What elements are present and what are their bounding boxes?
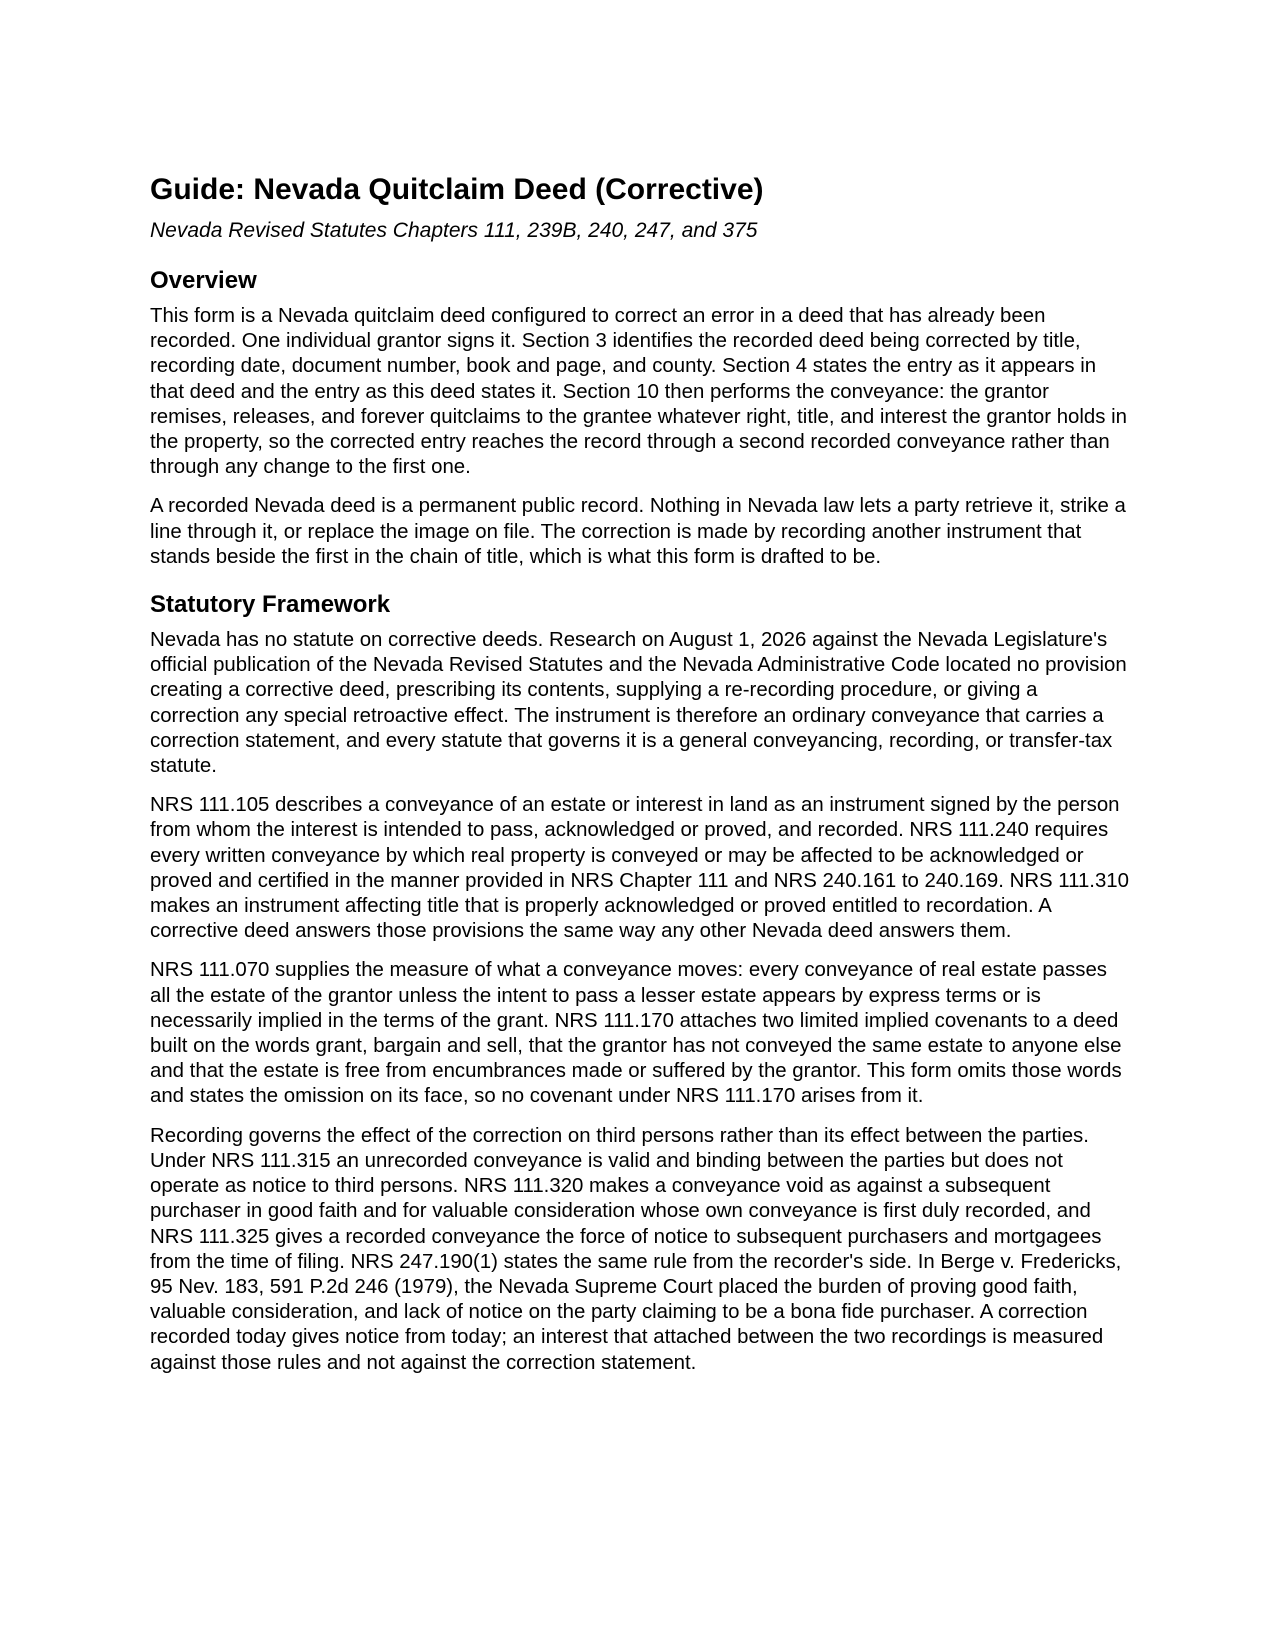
overview-heading: Overview (150, 267, 257, 294)
statutory-framework-heading: Statutory Framework (150, 591, 391, 619)
overview-paragraph: A recorded Nevada deed is a permanent public record. Nothing in Nevada law lets a party retrieve it, strike a line through it, or replace the image on file. The correction is made by recording another instrument that stands beside the first in the chain of title, which is what this form is drafted to be. (150, 495, 1126, 568)
framework-paragraph: NRS 111.105 describes a conveyance of an estate or interest in land as an instrument signed by the person from whom the interest is intended to pass, acknowledged or proved, and recorded. NRS 111.240 requires every written conveyance by which real property is conveyed or may be affected to be acknowledged or proved and certified in the manner provided in NRS Chapter 111 and NRS 240.161 to 240.169. NRS 111.310 makes an instrument affecting title that is properly acknowledged or proved entitled to recordation. A corrective deed answers those provisions the same way any other Nevada deed answers them. (150, 794, 1129, 943)
framework-paragraph: Recording governs the effect of the correction on third persons rather than its effect between the parties. Under NRS 111.315 an unrecorded conveyance is valid and binding between the parties but does not operate as notice to third persons. NRS 111.320 makes a conveyance void as against a subsequent purchaser in good faith and for valuable consideration whose own conveyance is first duly recorded, and NRS 111.325 gives a recorded conveyance the force of notice to subsequent purchasers and mortgagees from the time of filing. NRS 247.190(1) states the same rule from the recorder's side. In Berge v. Fredericks, 95 Nev. 183, 591 P.2d 246 (1979), the Nevada Supreme Court placed the burden of proving good faith, valuable consideration, and lack of notice on the party claiming to be a bona fide purchaser. A correction recorded today gives notice from today; an interest that attached between the two recordings is measured against those rules and not against the correction statement. (150, 1124, 1122, 1374)
framework-paragraph: Nevada has no statute on corrective deeds. Research on August 1, 2026 against the Nevada Legislature's official publication of the Nevada Revised Statutes and the Nevada Administrative Code located no provision creating a corrective deed, prescribing its contents, supplying a re-recording procedure, or giving a correction any special retroactive effect. The instrument is therefore an ordinary conveyance that carries a correction statement, and every statute that governs it is a general conveyancing, recording, or transfer-tax statute. (150, 629, 1127, 778)
document-subtitle: Nevada Revised Statutes Chapters 111, 239B, 240, 247, and 375 (150, 219, 758, 242)
overview-section (150, 266, 1130, 570)
document-title: Guide: Nevada Quitclaim Deed (Corrective) (150, 173, 764, 206)
document-page (150, 172, 1130, 1376)
overview-paragraph: This form is a Nevada quitclaim deed configured to correct an error in a deed that has already been recorded. One individual grantor signs it. Section 3 identifies the recorded deed being corrected by title, recording date, document number, book and page, and county. Section 4 states the entry as it appears in that deed and the entry as this deed states it. Section 10 then performs the conveyance: the grantor remises, releases, and forever quitclaims to the grantee whatever right, title, and interest the grantor holds in the property, so the corrected entry reaches the record through a second recorded conveyance rather than through any change to the first one. (150, 305, 1127, 479)
statutory-framework-section (150, 590, 1130, 1376)
framework-paragraph: NRS 111.070 supplies the measure of what a conveyance moves: every conveyance of real estate passes all the estate of the grantor unless the intent to pass a lesser estate appears by express terms or is necessarily implied in the terms of the grant. NRS 111.170 attaches two limited implied covenants to a deed built on the words grant, bargain and sell, that the grantor has not conveyed the same estate to anyone else and that the estate is free from encumbrances made or suffered by the grantor. This form omits those words and states the omission on its face, so no covenant under NRS 111.170 arises from it. (150, 959, 1122, 1108)
